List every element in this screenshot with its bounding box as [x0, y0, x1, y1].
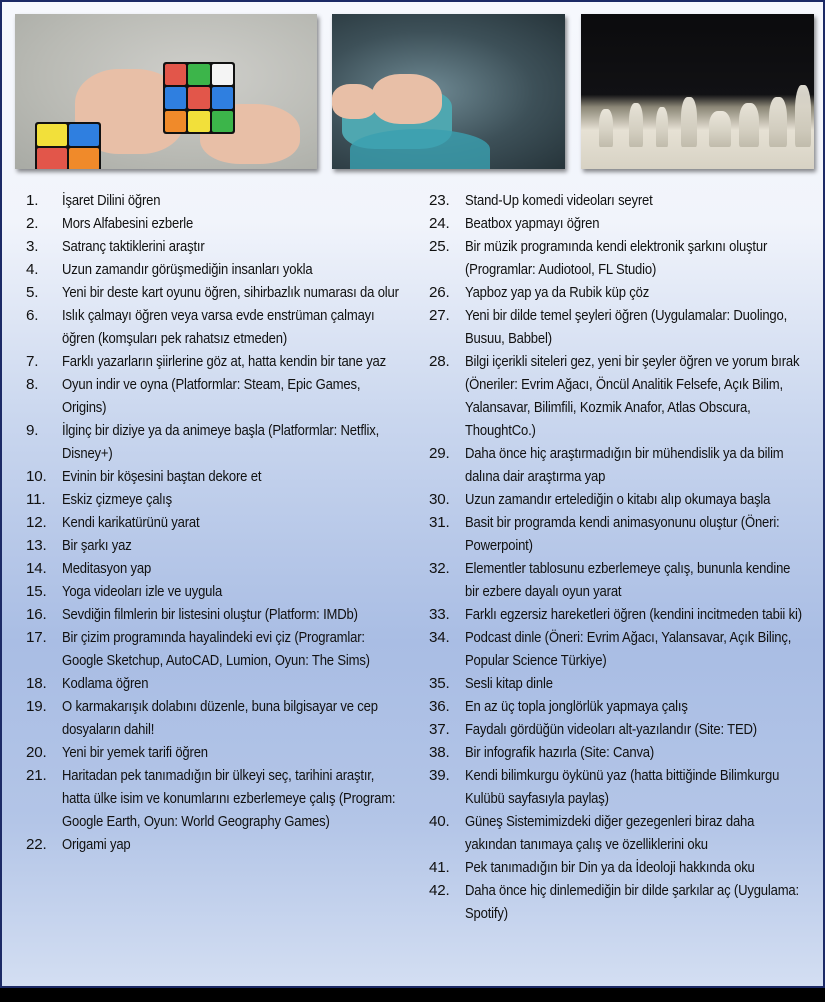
item-number: 31.	[429, 514, 450, 531]
chess-piece-icon	[629, 103, 643, 147]
item-number: 8.	[26, 376, 39, 393]
list-item	[26, 304, 406, 350]
sweater-shape	[350, 129, 490, 169]
list-item	[26, 534, 406, 557]
chess-piece-icon	[681, 97, 697, 147]
list-item	[26, 350, 406, 373]
item-number: 4.	[26, 261, 39, 278]
item-number: 27.	[429, 307, 450, 324]
list-item	[429, 350, 809, 442]
item-text: Kendi karikatürünü yarat	[62, 514, 200, 531]
item-text: Kodlama öğren	[62, 675, 149, 692]
item-text: Bir şarkı yaz	[62, 537, 132, 554]
item-text: Daha önce hiç araştırmadığın bir mühendislik ya da bilim dalına dair araştırma yap	[465, 445, 784, 485]
list-item	[429, 810, 809, 856]
chess-photo	[581, 14, 814, 169]
rubiks-cube-icon	[163, 62, 235, 134]
item-text: Evinin bir köşesini baştan dekore et	[62, 468, 262, 485]
item-text: Stand-Up komedi videoları seyret	[465, 192, 653, 209]
list-item	[26, 764, 406, 833]
list-item	[26, 281, 406, 304]
list-item	[429, 741, 809, 764]
item-number: 36.	[429, 698, 450, 715]
rubiks-cube-photo	[15, 14, 317, 169]
item-number: 11.	[26, 491, 46, 508]
item-number: 3.	[26, 238, 39, 255]
chess-piece-icon	[709, 111, 731, 147]
item-number: 42.	[429, 882, 450, 899]
list-item	[429, 235, 809, 281]
item-number: 5.	[26, 284, 39, 301]
item-number: 18.	[26, 675, 47, 692]
list-item	[26, 580, 406, 603]
item-number: 19.	[26, 698, 47, 715]
item-number: 23.	[429, 192, 450, 209]
item-text: İlginç bir diziye ya da animeye başla (Platformlar: Netflix, Disney+)	[62, 422, 380, 462]
list-item	[429, 511, 809, 557]
list-item	[429, 488, 809, 511]
hand-shape	[372, 74, 442, 124]
item-text: Origami yap	[62, 836, 131, 853]
list-item	[26, 465, 406, 488]
item-text: Farklı yazarların şiirlerine göz at, hatta kendin bir tane yaz	[62, 353, 387, 370]
list-item	[429, 281, 809, 304]
item-number: 38.	[429, 744, 450, 761]
item-text: Oyun indir ve oyna (Platformlar: Steam, Epic Games, Origins)	[62, 376, 361, 416]
item-text: Podcast dinle (Öneri: Evrim Ağacı, Yalansavar, Açık Bilinç, Popular Science Türkiye)	[465, 629, 792, 669]
item-number: 24.	[429, 215, 450, 232]
item-number: 21.	[26, 767, 47, 784]
list-item	[26, 557, 406, 580]
item-text: Yoga videoları izle ve uygula	[62, 583, 223, 600]
item-number: 37.	[429, 721, 450, 738]
list-item	[26, 626, 406, 672]
item-text: Satranç taktiklerini araştır	[62, 238, 205, 255]
list-item	[26, 741, 406, 764]
item-text: O karmakarışık dolabını düzenle, buna bilgisayar ve cep dosyaların dahil!	[62, 698, 378, 738]
item-number: 20.	[26, 744, 47, 761]
item-number: 22.	[26, 836, 47, 853]
item-number: 41.	[429, 859, 450, 876]
item-text: Farklı egzersiz hareketleri öğren (kendini incitmeden tabii ki)	[465, 606, 802, 623]
list-item	[26, 235, 406, 258]
item-text: Faydalı gördüğün videoları alt-yazılandır (Site: TED)	[465, 721, 757, 738]
item-number: 40.	[429, 813, 450, 830]
item-number: 13.	[26, 537, 47, 554]
list-item	[26, 833, 406, 856]
item-text: Basit bir programda kendi animasyonunu oluştur (Öneri: Powerpoint)	[465, 514, 780, 554]
item-number: 10.	[26, 468, 47, 485]
item-number: 39.	[429, 767, 450, 784]
list-item	[26, 488, 406, 511]
list-item	[429, 626, 809, 672]
activity-list-left	[26, 189, 406, 856]
item-text: Sevdiğin filmlerin bir listesini oluştur (Platform: IMDb)	[62, 606, 358, 623]
knitting-photo	[332, 14, 565, 169]
chess-piece-icon	[656, 107, 668, 147]
item-number: 6.	[26, 307, 39, 324]
item-number: 14.	[26, 560, 47, 577]
item-number: 1.	[26, 192, 39, 209]
item-text: Yapboz yap ya da Rubik küp çöz	[465, 284, 650, 301]
item-text: Pek tanımadığın bir Din ya da İdeoloji hakkında oku	[465, 859, 755, 876]
list-item	[429, 695, 809, 718]
list-item	[429, 212, 809, 235]
list-item	[429, 764, 809, 810]
chess-piece-icon	[599, 109, 613, 147]
item-text: Bir infografik hazırla (Site: Canva)	[465, 744, 655, 761]
list-item	[429, 718, 809, 741]
item-number: 16.	[26, 606, 47, 623]
list-item	[429, 557, 809, 603]
list-item	[26, 672, 406, 695]
item-number: 25.	[429, 238, 450, 255]
list-item	[429, 442, 809, 488]
item-number: 12.	[26, 514, 47, 531]
item-number: 9.	[26, 422, 39, 439]
item-text: Haritadan pek tanımadığın bir ülkeyi seç, tarihini araştır, hatta ülke isim ve konumlarını ezberlemeye çalış (Program: Google Earth, Oyun: World Geography Games)	[62, 767, 396, 830]
list-item	[429, 603, 809, 626]
item-text: Bilgi içerikli siteleri gez, yeni bir şeyler öğren ve yorum bırak (Öneriler: Evrim Ağacı, Öncül Analitik Felsefe, Açık Bilim, Yalansavar, Bilimfili, Kozmik Anafor, Atlas Obscura, ThoughtCo.)	[465, 353, 800, 439]
item-number: 7.	[26, 353, 39, 370]
item-text: Yeni bir deste kart oyunu öğren, sihirbazlık numarası da olur	[62, 284, 399, 301]
list-item	[429, 672, 809, 695]
list-item	[26, 189, 406, 212]
list-item	[429, 856, 809, 879]
list-item	[26, 373, 406, 419]
list-item	[26, 511, 406, 534]
item-text: Islık çalmayı öğren veya varsa evde enstrüman çalmayı öğren (komşuları pek rahatsız etmeden)	[62, 307, 375, 347]
item-text: Elementler tablosunu ezberlemeye çalış, bununla kendine bir ezbere dayalı oyun yarat	[465, 560, 791, 600]
list-item	[26, 258, 406, 281]
item-number: 32.	[429, 560, 450, 577]
item-number: 15.	[26, 583, 47, 600]
item-text: En az üç topla jonglörlük yapmaya çalış	[465, 698, 688, 715]
activity-list-right	[429, 189, 809, 925]
item-number: 2.	[26, 215, 39, 232]
item-text: Uzun zamandır görüşmediğin insanları yokla	[62, 261, 313, 278]
item-text: Sesli kitap dinle	[465, 675, 553, 692]
item-text: Güneş Sistemimizdeki diğer gezegenleri biraz daha yakından tanımaya çalış ve özelliklerini oku	[465, 813, 755, 853]
item-text: Beatbox yapmayı öğren	[465, 215, 600, 232]
chess-piece-icon	[795, 85, 811, 147]
item-text: İşaret Dilini öğren	[62, 192, 161, 209]
list-item	[429, 879, 809, 925]
item-number: 33.	[429, 606, 450, 623]
item-number: 17.	[26, 629, 47, 646]
small-cube-icon	[35, 122, 101, 169]
item-text: Meditasyon yap	[62, 560, 152, 577]
item-text: Eskiz çizmeye çalış	[62, 491, 172, 508]
list-item	[26, 695, 406, 741]
chess-piece-icon	[769, 97, 787, 147]
item-text: Yeni bir yemek tarifi öğren	[62, 744, 208, 761]
item-text: Kendi bilimkurgu öykünü yaz (hatta bittiğinde Bilimkurgu Kulübü sayfasıyla paylaş)	[465, 767, 780, 807]
item-text: Yeni bir dilde temel şeyleri öğren (Uygulamalar: Duolingo, Busuu, Babbel)	[465, 307, 788, 347]
item-number: 28.	[429, 353, 450, 370]
item-number: 30.	[429, 491, 450, 508]
list-item	[26, 603, 406, 626]
item-text: Daha önce hiç dinlemediğin bir dilde şarkılar aç (Uygulama: Spotify)	[465, 882, 799, 922]
list-item	[26, 212, 406, 235]
list-item	[429, 189, 809, 212]
item-text: Bir müzik programında kendi elektronik şarkını oluştur (Programlar: Audiotool, FL Studio)	[465, 238, 768, 278]
item-text: Uzun zamandır ertelediğin o kitabı alıp okumaya başla	[465, 491, 771, 508]
list-item	[429, 304, 809, 350]
item-text: Bir çizim programında hayalindeki evi çiz (Programlar: Google Sketchup, AutoCAD, Lumion, Oyun: The Sims)	[62, 629, 370, 669]
hand-shape	[332, 84, 377, 119]
list-item	[26, 419, 406, 465]
item-number: 29.	[429, 445, 450, 462]
item-text: Mors Alfabesini ezberle	[62, 215, 194, 232]
item-number: 34.	[429, 629, 450, 646]
item-number: 35.	[429, 675, 450, 692]
chess-piece-icon	[739, 103, 759, 147]
item-number: 26.	[429, 284, 450, 301]
